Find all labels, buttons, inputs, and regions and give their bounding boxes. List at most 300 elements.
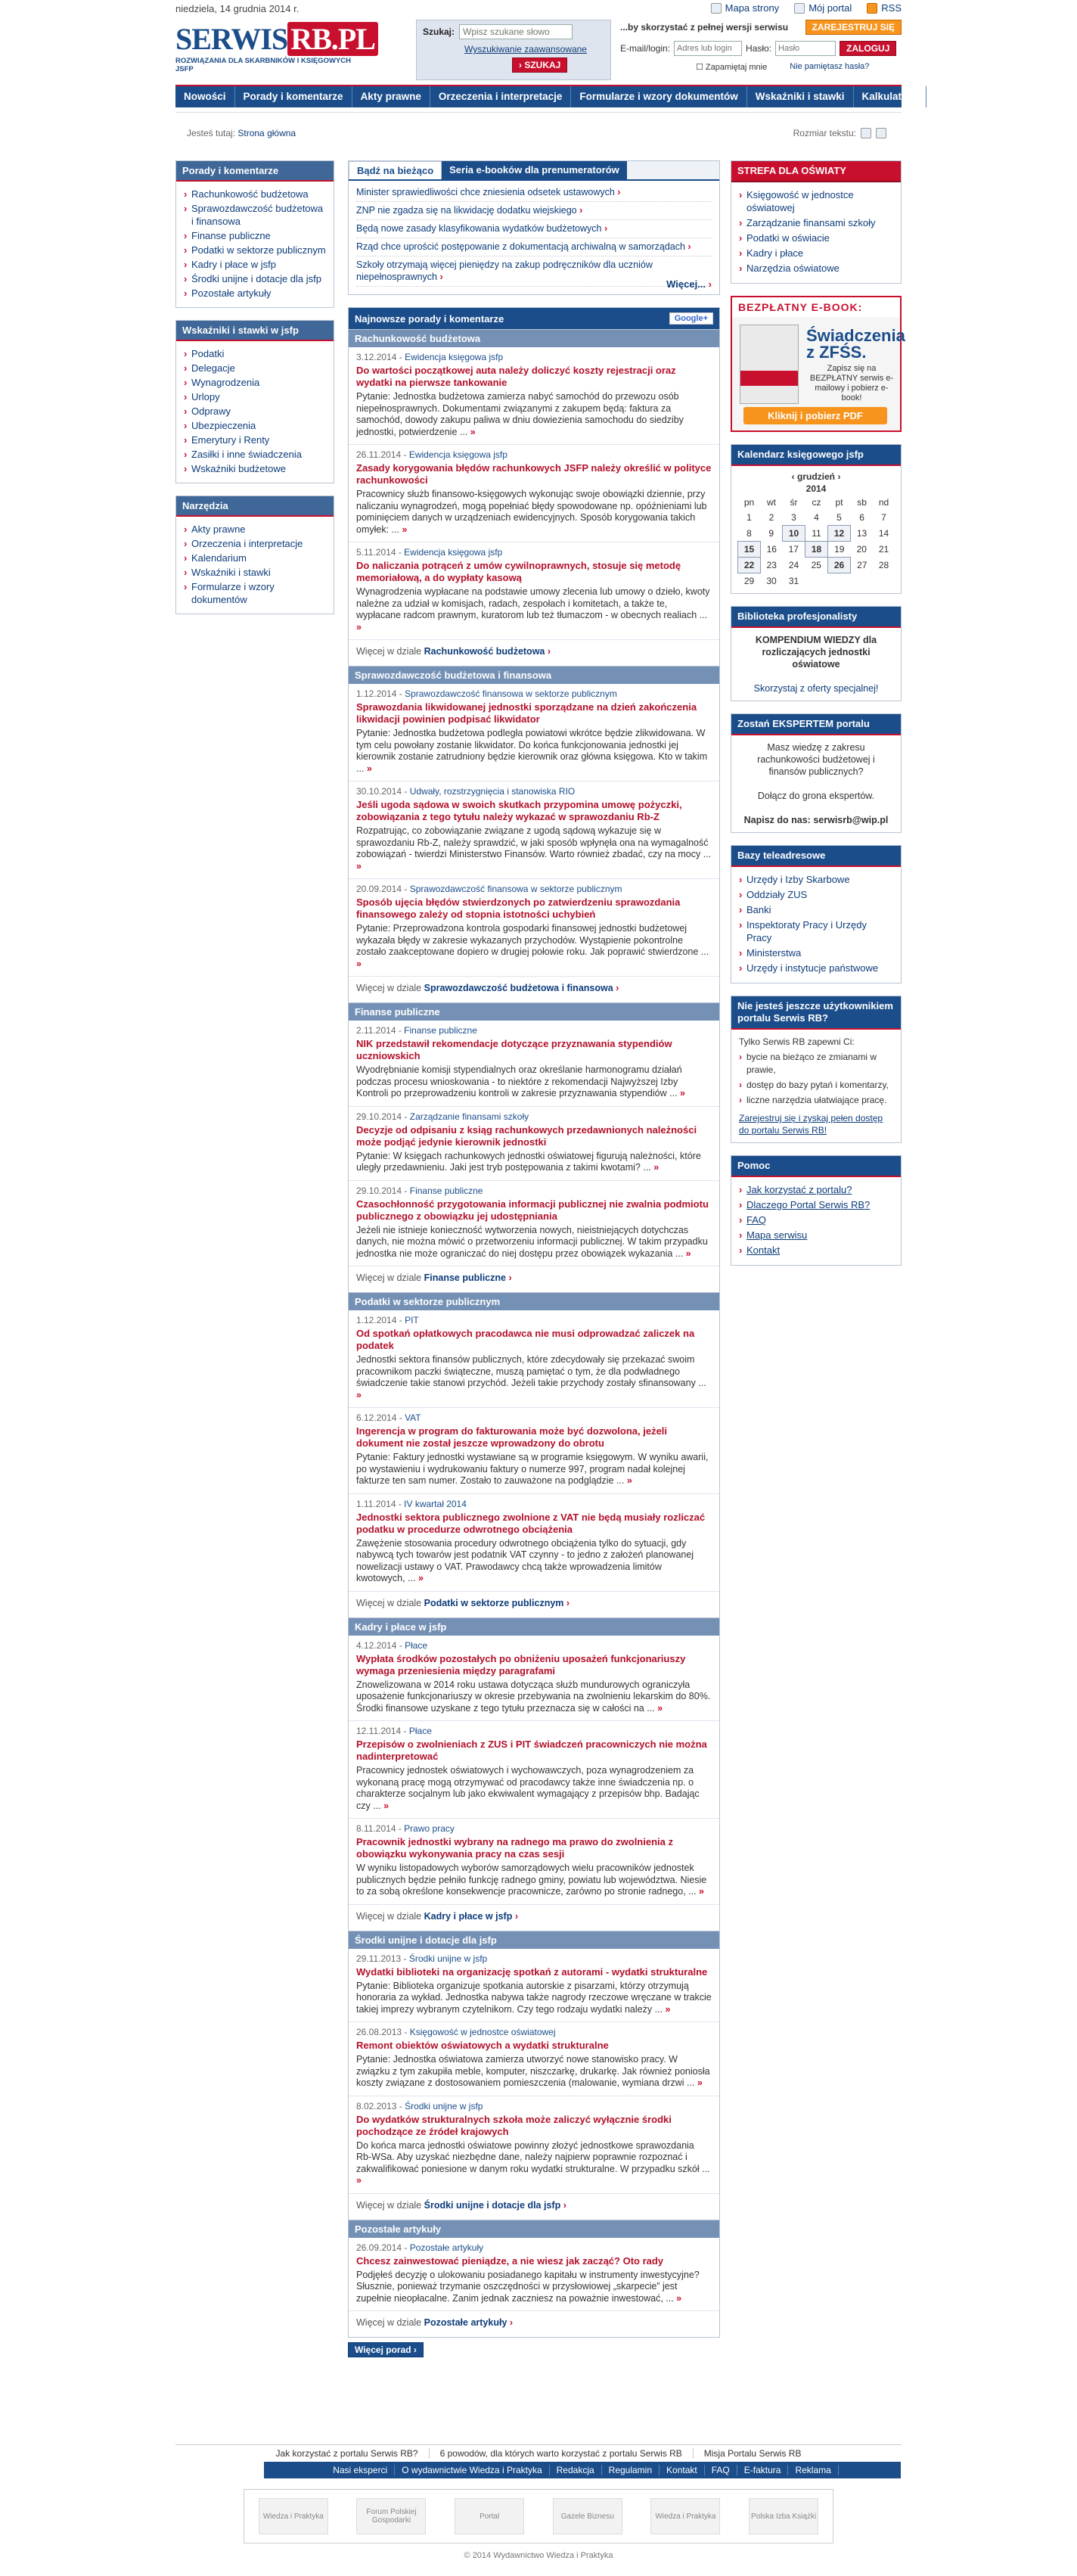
help-title: Pomoc [731, 1156, 901, 1177]
article-title[interactable]: Chcesz zainwestować pieniądze, a nie wiesz jak zacząć? Oto rady [356, 2254, 664, 2267]
left-box-item[interactable]: › Urlopy [184, 390, 326, 403]
calendar-day[interactable]: 1 [746, 512, 752, 524]
section-more-link[interactable] [349, 1266, 719, 1292]
article-category[interactable]: Księgowość w jednostce oświatowej [409, 2027, 556, 2037]
article-title[interactable]: Remont obiektów oświatowych a wydatki strukturalne [356, 2040, 609, 2051]
library-link[interactable]: Skorzystaj z oferty specjalnej! [753, 683, 879, 694]
arrow-icon[interactable]: » [364, 763, 372, 774]
news-item-text: Minister sprawiedliwości chce zniesienia odsetek ustawowych [356, 187, 615, 197]
article-date: 8.02.2013 [356, 2100, 397, 2111]
left-box-item[interactable]: › Środki unijne i dotacje dla jsfp [184, 272, 326, 285]
left-box-item[interactable]: › Emerytury i Renty [184, 433, 326, 446]
calendar-week [738, 542, 895, 558]
footer-link-mission[interactable]: Misja Portalu Serwis RB [703, 2448, 802, 2459]
calendar-week [738, 526, 895, 542]
article-date: 3.12.2014 [356, 352, 397, 362]
nav-item-news[interactable]: Nowości [175, 86, 235, 107]
my-portal-link[interactable] [794, 2, 852, 14]
calendar-weekday: pt [835, 497, 843, 508]
left-box-item[interactable]: › Kadry i płace w jsfp [184, 258, 326, 271]
calendar-weekday: nd [878, 497, 889, 508]
benefit-item: › liczne narzędzia ułatwiające pracę. [739, 1094, 893, 1107]
calendar-day[interactable]: 8 [746, 527, 752, 539]
breadcrumb [187, 128, 296, 138]
calendar-day[interactable]: 12 [828, 526, 851, 542]
arrow-icon[interactable]: » [356, 860, 362, 872]
login-box [620, 20, 902, 72]
calendar-day[interactable]: 27 [857, 560, 867, 570]
password-label: Hasło: [746, 43, 772, 54]
calendar-day[interactable]: 11 [812, 527, 821, 539]
section-more-link[interactable] [349, 1905, 719, 1931]
footer-nav-item[interactable]: E-faktura [737, 2465, 789, 2475]
sub-bar [175, 112, 902, 153]
calendar-day[interactable]: 31 [788, 575, 799, 586]
advanced-search-link[interactable]: Wyszukiwanie zaawansowane [464, 44, 587, 54]
arrow-icon[interactable]: » [677, 1088, 685, 1098]
section-more-name: Pozostałe artykuły [424, 2317, 507, 2328]
article-lead [356, 1452, 712, 1487]
article-lead-text: Pracownicy służb finansowo-księgowych wykonując swoje obowiązki dziennie, przy naliczaniu wynagrodzeń, mogą popełniać błędy spowodowane np. opóźnieniami lub pominięciem danych w urządzeniach ewidencyjnych. Sposób korygowania takich omyłek: ... [356, 489, 707, 535]
article-lead [356, 1981, 712, 2016]
footer-link-reasons[interactable]: 6 powodów, dla których warto korzystać z portalu Serwis RB [430, 2448, 694, 2459]
news-more-label: Więcej... [666, 278, 706, 290]
article-title[interactable]: Decyzje od odpisaniu z ksiąg rachunkowych przedawnionych należności może podjąć jedynie kierownik jednostki [356, 1123, 697, 1148]
section-title[interactable]: Sprawozdawczość budżetowa i finansowa [349, 667, 719, 684]
article-category[interactable]: IV kwartał 2014 [404, 1498, 467, 1509]
email-field[interactable] [674, 41, 742, 56]
article-category[interactable]: Środki unijne w jsfp [408, 1953, 488, 1964]
logo-name: SERWIS [175, 22, 288, 56]
calendar-day[interactable]: 7 [881, 512, 886, 524]
footer-nav-item[interactable]: Redakcja [550, 2465, 602, 2475]
article-lead [356, 1151, 712, 1174]
section-more-name: Kadry i płace w jsfp [424, 1910, 513, 1922]
breadcrumb-current[interactable]: Strona główna [237, 128, 296, 138]
article-meta: 20.09.2014 - Sprawozdawczość finansowa w sektorze publicznym [356, 884, 622, 894]
news-item-text: Szkoły otrzymają więcej pieniędzy na zakup podręczników dla uczniów niepełnosprawnych [356, 259, 653, 282]
section-title[interactable]: Finanse publiczne [349, 1003, 719, 1021]
arrow-icon[interactable]: » [654, 1702, 663, 1714]
contacts-item[interactable]: › Inspektoraty Pracy i Urzędy Pracy [739, 918, 893, 944]
partner-logos [244, 2489, 833, 2543]
calendar-day[interactable]: 20 [856, 544, 867, 555]
article-category[interactable]: Pozostałe artykuły [409, 2242, 484, 2253]
article-title[interactable]: Czasochłonność przygotowania informacji publicznej nie zwalnia podmiotu publicznego z obowiązku jej udostępniania [356, 1198, 709, 1222]
font-decrease-icon[interactable] [861, 128, 871, 138]
contacts-item[interactable]: › Ministerstwa [739, 946, 893, 959]
arrow-icon[interactable]: » [415, 1573, 424, 1583]
latest-advice [348, 307, 720, 2338]
calendar-day[interactable]: 4 [814, 512, 819, 524]
article-item [349, 1636, 719, 1722]
arrow-icon[interactable]: » [673, 2292, 682, 2304]
strefa-item[interactable]: › Kadry i płace [739, 247, 893, 259]
article-category[interactable]: Ewidencja księgowa jsfp [408, 449, 507, 460]
article-date: 1.12.2014 [356, 1315, 397, 1325]
search-button[interactable]: › SZUKAJ [512, 57, 567, 73]
section-more-link[interactable] [349, 1592, 719, 1617]
library-box [731, 606, 902, 701]
article-item [349, 1949, 719, 2023]
article-item [349, 782, 719, 879]
left-box-item[interactable]: › Akty prawne [184, 523, 326, 536]
article-meta: 30.10.2014 - Udwały, rozstrzygnięcia i stanowiska RIO [356, 786, 576, 797]
strefa-item[interactable]: › Księgowość w jednostce oświatowej [739, 188, 893, 214]
article-category[interactable]: Płace [405, 1639, 428, 1651]
left-box [175, 320, 334, 483]
article-title[interactable]: Od spotkań opłatkowych pracodawca nie musi odprowadzać zaliczek na podatek [356, 1328, 695, 1351]
news-item-text: Będą nowe zasady klasyfikowania wydatków budżetowych [356, 223, 602, 234]
section-title[interactable]: Środki unijne i dotacje dla jsfp [349, 1931, 719, 1949]
left-box-item[interactable]: › Sprawozdawczość budżetowa i finansowa [184, 202, 326, 228]
left-box-item[interactable]: › Rachunkowość budżetowa [184, 188, 326, 200]
article-date: 8.11.2014 [356, 1823, 396, 1834]
news-box [348, 160, 720, 295]
calendar-day[interactable]: 14 [878, 528, 889, 539]
ebook-text: Zapisz się na BEZPŁATNY serwis e-mailowy i pobierz e-book! [809, 364, 894, 402]
calendar-day[interactable]: 6 [859, 512, 864, 524]
help-item[interactable]: › Mapa serwisu [739, 1229, 893, 1241]
article-meta: 8.11.2014 - Prawo pracy [356, 1823, 455, 1834]
article-lead-text: Pytanie: Jednostka budżetowa podległa powiatowi wkrótce będzie zlikwidowana. W tym celu powołany zostanie likwidator. Do końca funkcjonowania jednostki jej kierownik zostanie zatrudniony będzie kierownik oraz główna księgowa. Kto w takim ... [356, 728, 708, 774]
article-category[interactable]: Płace [408, 1726, 432, 1736]
calendar-day[interactable]: 22 [738, 558, 761, 573]
arrow-icon: › [614, 187, 621, 197]
advice-section [349, 329, 719, 666]
arrow-icon: › [613, 983, 619, 993]
news-item[interactable] [356, 184, 712, 202]
calendar-day[interactable]: 2 [768, 512, 774, 524]
article-title[interactable]: Wydatki biblioteki na organizację spotkań z autorami - wydatki strukturalne [356, 1965, 708, 1978]
library-title: Biblioteka profesjonalisty [731, 607, 901, 628]
arrow-icon[interactable]: » [356, 621, 362, 632]
article-category[interactable]: Zarządzanie finansami szkoły [409, 1111, 529, 1122]
expert-email[interactable]: Napisz do nas: serwisrb@wip.pl [743, 815, 889, 825]
footer-links [175, 2444, 902, 2459]
contacts-item[interactable]: › Urzędy i instytucje państwowe [739, 962, 893, 974]
article-title[interactable]: Wypłata środków pozostałych po obniżeniu uposażeń funkcjonariuszy wymaga przeniesienia między paragrafami [356, 1652, 686, 1676]
remember-label: Zapamiętaj mnie [705, 63, 768, 72]
article-category[interactable]: Finanse publiczne [404, 1025, 477, 1036]
ebook-banner[interactable] [732, 317, 905, 430]
calendar-day[interactable]: 28 [878, 560, 889, 570]
calendar-day[interactable]: 18 [805, 542, 828, 558]
left-box-item[interactable]: › Wskaźniki budżetowe [184, 462, 326, 475]
calendar-day[interactable]: 21 [878, 544, 889, 555]
help-item[interactable]: › Kontakt [739, 1244, 893, 1257]
strefa-item[interactable]: › Zarządzanie finansami szkoły [739, 216, 893, 229]
section-title[interactable]: Kadry i płace w jsfp [349, 1618, 719, 1636]
article-lead [356, 1765, 712, 1812]
arrow-icon[interactable]: » [356, 1389, 362, 1400]
article-title[interactable]: Jednostki sektora publicznego zwolnione z VAT nie będą musiały rozliczać podatku w procedurze odwrotnego obciążenia [356, 1511, 706, 1535]
nav-item-forms[interactable]: Formularze i wzory dokumentów [571, 86, 746, 107]
calendar-day[interactable]: 26 [828, 558, 851, 573]
arrow-icon: › [684, 241, 691, 252]
non-user-box [731, 996, 902, 1143]
strefa-item[interactable]: › Narzędzia oświatowe [739, 262, 893, 275]
footer-nav-item[interactable]: Nasi eksperci [326, 2465, 395, 2475]
nav-item-calculators[interactable]: Kalkulatory [854, 86, 927, 107]
article-meta: 2.11.2014 - Finanse publiczne [356, 1025, 477, 1036]
news-more-link[interactable] [666, 278, 712, 290]
article-item [349, 1721, 719, 1819]
article-title[interactable]: Sprawozdania likwidowanej jednostki sporządzane na dzień zakończenia likwidacji powinien podpisać likwidator [356, 701, 697, 725]
left-box-item[interactable]: › Kalendarium [184, 552, 326, 564]
article-title[interactable]: Przepisów o zwolnieniach z ZUS i PIT świadczeń pracowniczych nie można nadinterpretować [356, 1739, 707, 1762]
left-box-item[interactable]: › Wskaźniki i stawki [184, 566, 326, 579]
section-title[interactable]: Rachunkowość budżetowa [349, 330, 719, 347]
search-input[interactable] [459, 24, 573, 39]
nav-item-rates[interactable]: Wskaźniki i stawki [747, 86, 854, 107]
calendar-month [737, 471, 895, 495]
more-advice-button[interactable]: Więcej porad › [348, 2342, 424, 2357]
help-item[interactable]: › Dlaczego Portal Serwis RB? [739, 1198, 893, 1211]
site-logo[interactable] [175, 21, 375, 73]
partner-logo[interactable]: Forum Polskiej Gospodarki [356, 2498, 426, 2534]
arrow-icon: › [708, 278, 712, 290]
sitemap-label[interactable]: Mapa strony [725, 2, 780, 14]
left-box-item[interactable]: › Formularze i wzory dokumentów [184, 580, 326, 606]
left-box-item[interactable]: › Pozostałe artykuły [184, 287, 326, 300]
left-box-item[interactable]: › Orzeczenia i interpretacje [184, 537, 326, 550]
left-box-item[interactable]: › Ubezpieczenia [184, 419, 326, 432]
rss-label[interactable]: RSS [881, 2, 902, 14]
section-more-link[interactable] [349, 2194, 719, 2220]
article-date: 26.09.2014 [356, 2242, 402, 2253]
font-size-label: Rozmiar tekstu: [793, 128, 856, 138]
arrow-icon[interactable]: » [696, 1886, 704, 1897]
calendar-day[interactable]: 13 [856, 528, 867, 539]
section-title[interactable]: Pozostałe artykuły [349, 2220, 719, 2238]
sitemap-link[interactable] [711, 2, 780, 14]
arrow-icon[interactable]: » [624, 1475, 632, 1486]
help-item[interactable]: › Jak korzystać z portalu? [739, 1183, 893, 1196]
arrow-icon[interactable]: » [663, 2003, 671, 2015]
article-title[interactable]: NIK przedstawił rekomendacje dotyczące przyznawania stypendiów uczniowskich [356, 1038, 672, 1061]
article-title[interactable]: Pracownik jednostki wybrany na radnego ma prawo do zwolnienia z obowiązku wykonywania pracy na czas sesji [356, 1836, 673, 1860]
advice-section [349, 1002, 719, 1292]
nav-item-laws[interactable]: Akty prawne [352, 86, 430, 107]
article-lead [356, 825, 712, 872]
arrow-icon[interactable]: » [356, 2175, 362, 2186]
partner-logo[interactable]: Wiedza i Praktyka [650, 2498, 720, 2534]
strefa-box [731, 160, 902, 284]
section-more-link[interactable] [349, 977, 719, 1002]
footer-nav-item[interactable]: O wydawnictwie Wiedza i Praktyka [395, 2465, 549, 2475]
article-category[interactable]: PIT [405, 1315, 419, 1325]
news-item[interactable] [356, 220, 712, 238]
article-lead-text: Pytanie: Przeprowadzona kontrola gospodarki finansowej jednostki budżetowej wykazała błędy w zakresie wykazanych przychodów. Wystąpienie pokontrolne zostało zaakceptowane dopiero w drugiej połowie roku. Jak poprawić stwierdzone ... [356, 923, 709, 957]
left-box [175, 160, 334, 308]
article-title[interactable]: Sposób ujęcia błędów stwierdzonych po zatwierdzeniu sprawozdania finansowego zależy od stopnia istotności uchybień [356, 896, 681, 920]
nav-item-rulings[interactable]: Orzeczenia i interpretacje [430, 86, 572, 107]
page [175, 0, 918, 2576]
section-more-link[interactable] [349, 2311, 719, 2337]
section-more-link[interactable] [349, 640, 719, 666]
partner-logo[interactable]: Gazele Biznesu [553, 2498, 622, 2534]
article-title[interactable]: Do wartości początkowej auta należy doliczyć koszty rejestracji oraz wydatki na pierwsze tankowanie [356, 365, 676, 388]
article-category[interactable]: Finanse publiczne [409, 1185, 483, 1196]
calendar-day [805, 573, 828, 589]
left-box-item[interactable]: › Zasiłki i inne świadczenia [184, 448, 326, 461]
calendar-title: Kalendarz księgowego jsfp [731, 445, 901, 466]
ebook-download-button[interactable]: Kliknij i pobierz PDF [743, 407, 887, 424]
right-sidebar [731, 160, 905, 1278]
article-category[interactable]: VAT [405, 1412, 421, 1423]
arrow-icon[interactable]: » [650, 1162, 660, 1173]
article-title[interactable]: Do wydatków strukturalnych szkoła może zaliczyć wyłącznie środki pochodzące ze źródeł krajowych [356, 2113, 672, 2137]
login-button[interactable]: ZALOGUJ [840, 41, 896, 56]
news-tabs [349, 161, 719, 181]
footer-nav-item[interactable]: Regulamin [602, 2465, 660, 2475]
section-more-name: Środki unijne i dotacje dla jsfp [424, 2199, 561, 2211]
article-category[interactable]: Udwały, rozstrzygnięcia i stanowiska RIO [409, 786, 576, 797]
nav-item-advice[interactable]: Porady i komentarze [235, 86, 352, 107]
calendar-day[interactable]: 30 [766, 575, 777, 586]
calendar-day[interactable]: 9 [768, 528, 774, 539]
forgot-password-link[interactable]: Nie pamiętasz hasła? [790, 62, 870, 71]
article-lead-text: Zawężenie stosowania procedury odwrotnego obciążenia tylko do sytuacji, gdy nabywcą tych towarów jest podatnik VAT czynny - to jedno z założeń planowanej nowelizacji ustawy o VAT. Prawodawcy chcą także wprowadzenia limitów kwotowych, ... [356, 1537, 694, 1583]
calendar-day[interactable]: 10 [782, 526, 805, 542]
left-box-list [176, 182, 334, 307]
footer-nav-item[interactable]: Kontakt [660, 2465, 705, 2475]
tab-ebooks[interactable]: Seria e-booków dla prenumeratorów [442, 161, 627, 179]
left-box-item[interactable]: › Finanse publiczne [184, 229, 326, 242]
arrow-icon: › [437, 272, 443, 282]
register-button[interactable]: ZAREJESTRUJ SIĘ [805, 20, 902, 35]
prev-month-icon[interactable]: ‹ [791, 471, 797, 482]
expert-box [731, 713, 902, 833]
ebook-box[interactable] [731, 296, 905, 432]
rss-icon [867, 3, 877, 14]
article-date: 5.11.2014 [356, 547, 396, 558]
article-title[interactable]: Do naliczania potrąceń z umów cywilnoprawnych, stosuje się metodę memoriałową, a do wypłaty kasową [356, 560, 681, 583]
article-category[interactable]: Ewidencja księgowa jsfp [405, 352, 504, 362]
strefa-item[interactable]: › Podatki w oświacie [739, 231, 893, 244]
news-item-text: ZNP nie zgadza się na likwidację dodatku wiejskiego [356, 205, 577, 216]
footer-nav-item[interactable]: Reklama [788, 2465, 838, 2475]
left-box-item[interactable]: › Odprawy [184, 405, 326, 418]
article-category[interactable]: Sprawozdawczość finansowa w sektorze publicznym [405, 688, 617, 699]
search-box [416, 20, 611, 80]
calendar-day[interactable]: 16 [766, 544, 777, 555]
section-more-prefix: Więcej w dziale [356, 2199, 422, 2211]
left-box-item[interactable]: › Podatki w sektorze publicznym [184, 244, 326, 256]
article-title[interactable]: Zasady korygowania błędów rachunkowych JSFP należy określić w polityce rachunkowości [356, 462, 712, 486]
article-lead-text: Pytanie: Jednostka oświatowa zamierza utworzyć nowe stanowisko pracy. W związku z tym zakupiła meble, komputer, niszczarkę, drukarkę. Jak również poniosła koszty związane z dostosowaniem pomieszczenia (malowanie, wymiana drzwi ... [356, 2054, 710, 2088]
article-category[interactable]: Ewidencja księgowa jsfp [404, 547, 503, 558]
left-box-item[interactable]: › Podatki [184, 347, 326, 360]
article-category[interactable]: Prawo pracy [404, 1823, 455, 1834]
article-title[interactable]: Jeśli ugoda sądowa w swoich skutkach przypomina umowę pożyczki, zobowiązania z tego tytułu należy wykazać w sprawozdaniu Rb-Z [356, 799, 682, 822]
arrow-icon[interactable]: » [356, 958, 362, 969]
contacts-item[interactable]: › Urzędy i Izby Skarbowe [739, 873, 893, 886]
rss-link[interactable] [867, 2, 902, 14]
password-field[interactable] [775, 41, 836, 56]
article-lead-text: Jednostki sektora finansów publicznych, które zdecydowały się przekazać swoim pracownikom paczki świąteczne, muszą pamiętać o tym, że dla podwładnego świadczenie takie stanowi przychód. Jeżeli takie przychody zostały sfinansowany ... [356, 1354, 706, 1388]
advice-section [349, 2220, 719, 2338]
arrow-icon[interactable]: » [467, 426, 476, 437]
article-item [349, 684, 719, 782]
partner-logo[interactable]: Wiedza i Praktyka [259, 2498, 328, 2534]
calendar-year: 2014 [805, 483, 827, 494]
section-more-prefix: Więcej w dziale [356, 1597, 422, 1608]
article-date: 26.11.2014 [356, 449, 402, 460]
article-category[interactable]: Sprawozdawczość finansowa w sektorze publicznym [409, 884, 622, 894]
top-links [711, 2, 902, 14]
article-date: 1.11.2014 [356, 1498, 396, 1509]
partner-logo[interactable]: Portal [455, 2498, 524, 2534]
left-box-item[interactable]: › Delegacje [184, 362, 326, 374]
calendar-week [738, 510, 895, 526]
article-lead-text: Wyodrębnianie komisji stypendialnych oraz określanie harmonogramu działań podczas procesu wnioskowania - to niektóre z rekomendacji Najwyższej Izby Kontroli po przeprowadzeniu kontroli w zakresie przyznawania stypendiów ... [356, 1064, 682, 1098]
contacts-list [731, 867, 901, 983]
article-lead-text: Pytanie: W księgach rachunkowych jednostki oświatowej figurują należności, które uległy przedawnieniu. Jaki jest tryb postępowania z takimi kwotami? ... [356, 1150, 701, 1173]
footer-nav-item[interactable]: FAQ [705, 2465, 737, 2475]
logo-tagline: ROZWIĄZANIA DLA SKARBNIKÓW I KSIĘGOWYCH JSFP [175, 57, 352, 73]
section-more-prefix: Więcej w dziale [356, 983, 422, 993]
non-user-benefits [739, 1048, 893, 1112]
arrow-icon[interactable]: » [399, 524, 408, 535]
section-title[interactable]: Podatki w sektorze publicznym [349, 1293, 719, 1310]
tab-news[interactable]: Bądź na bieżąco [349, 161, 442, 179]
news-item[interactable] [356, 238, 712, 256]
advice-section [349, 1931, 719, 2220]
font-increase-icon[interactable] [876, 128, 886, 138]
calendar-day[interactable]: 24 [788, 560, 799, 570]
next-month-icon[interactable]: › [837, 471, 841, 482]
header [175, 20, 902, 85]
arrow-icon[interactable]: » [380, 1800, 390, 1811]
calendar-day[interactable]: 15 [738, 542, 761, 558]
remember-checkbox[interactable]: ☐ Zapamiętaj mnie [696, 63, 768, 72]
article-lead-text: Podjęłeś decyzję o ulokowaniu posiadanego kapitału w instrumenty inwestycyjne? Słusznie, ponieważ trzymanie oszczędności w przysłowiowej „skarpecie” jest zupełnie nieopłacalne. Zanim jednak zaczniesz na poważnie inwestować, ... [356, 2269, 700, 2304]
calendar-day[interactable]: 3 [791, 512, 796, 523]
calendar-day[interactable]: 23 [766, 560, 777, 570]
article-lead-text: Znowelizowana w 2014 roku ustawa dotycząca służb mundurowych ograniczyła uposażenie funkcjonariuszy w okresie przebywania na zwolnieniu lekarskim do 80%. Środki finansowe uzyskane z tego tytułu przeznacza się w całości na ... [356, 1679, 711, 1714]
contacts-item[interactable]: › Oddziały ZUS [739, 888, 893, 901]
footer-link-how[interactable]: Jak korzystać z portalu Serwis RB? [265, 2448, 430, 2459]
arrow-icon[interactable]: » [694, 2077, 703, 2088]
help-box [731, 1155, 902, 1266]
calendar-day[interactable]: 5 [836, 512, 842, 523]
my-portal-label[interactable]: Mój portal [809, 2, 852, 14]
article-category[interactable]: Środki unijne w jsfp [405, 2100, 483, 2111]
article-meta: 4.12.2014 - Płace [356, 1639, 428, 1651]
google-plus-button[interactable]: Google+ [669, 312, 713, 325]
calendar-day[interactable]: 25 [811, 560, 821, 571]
section-more-prefix: Więcej w dziale [356, 1272, 422, 1283]
article-title[interactable]: Ingerencja w program do fakturowania może być dozwolona, jeżeli dokument nie został jeszcze wprowadzony do obrotu [356, 1425, 668, 1449]
advice-section [349, 666, 719, 1002]
contacts-item[interactable]: › Banki [739, 903, 893, 916]
arrow-icon[interactable]: » [683, 1248, 691, 1259]
help-item[interactable]: › FAQ [739, 1213, 893, 1226]
left-box-item[interactable]: › Wynagrodzenia [184, 376, 326, 389]
calendar-day[interactable]: 19 [834, 544, 845, 555]
calendar-day[interactable]: 29 [743, 576, 755, 586]
help-list [731, 1177, 901, 1265]
register-link[interactable]: Zarejestruj się i zyskaj pełen dostęp do portalu Serwis RB! [739, 1113, 883, 1136]
partner-logo[interactable]: Polska Izba Książki [749, 2498, 818, 2534]
user-icon [794, 3, 805, 14]
news-item[interactable] [356, 256, 712, 287]
calendar-day[interactable]: 17 [788, 544, 799, 555]
news-item[interactable] [356, 202, 712, 220]
article-meta: 29.11.2013 - Środki unijne w jsfp [356, 1953, 488, 1964]
